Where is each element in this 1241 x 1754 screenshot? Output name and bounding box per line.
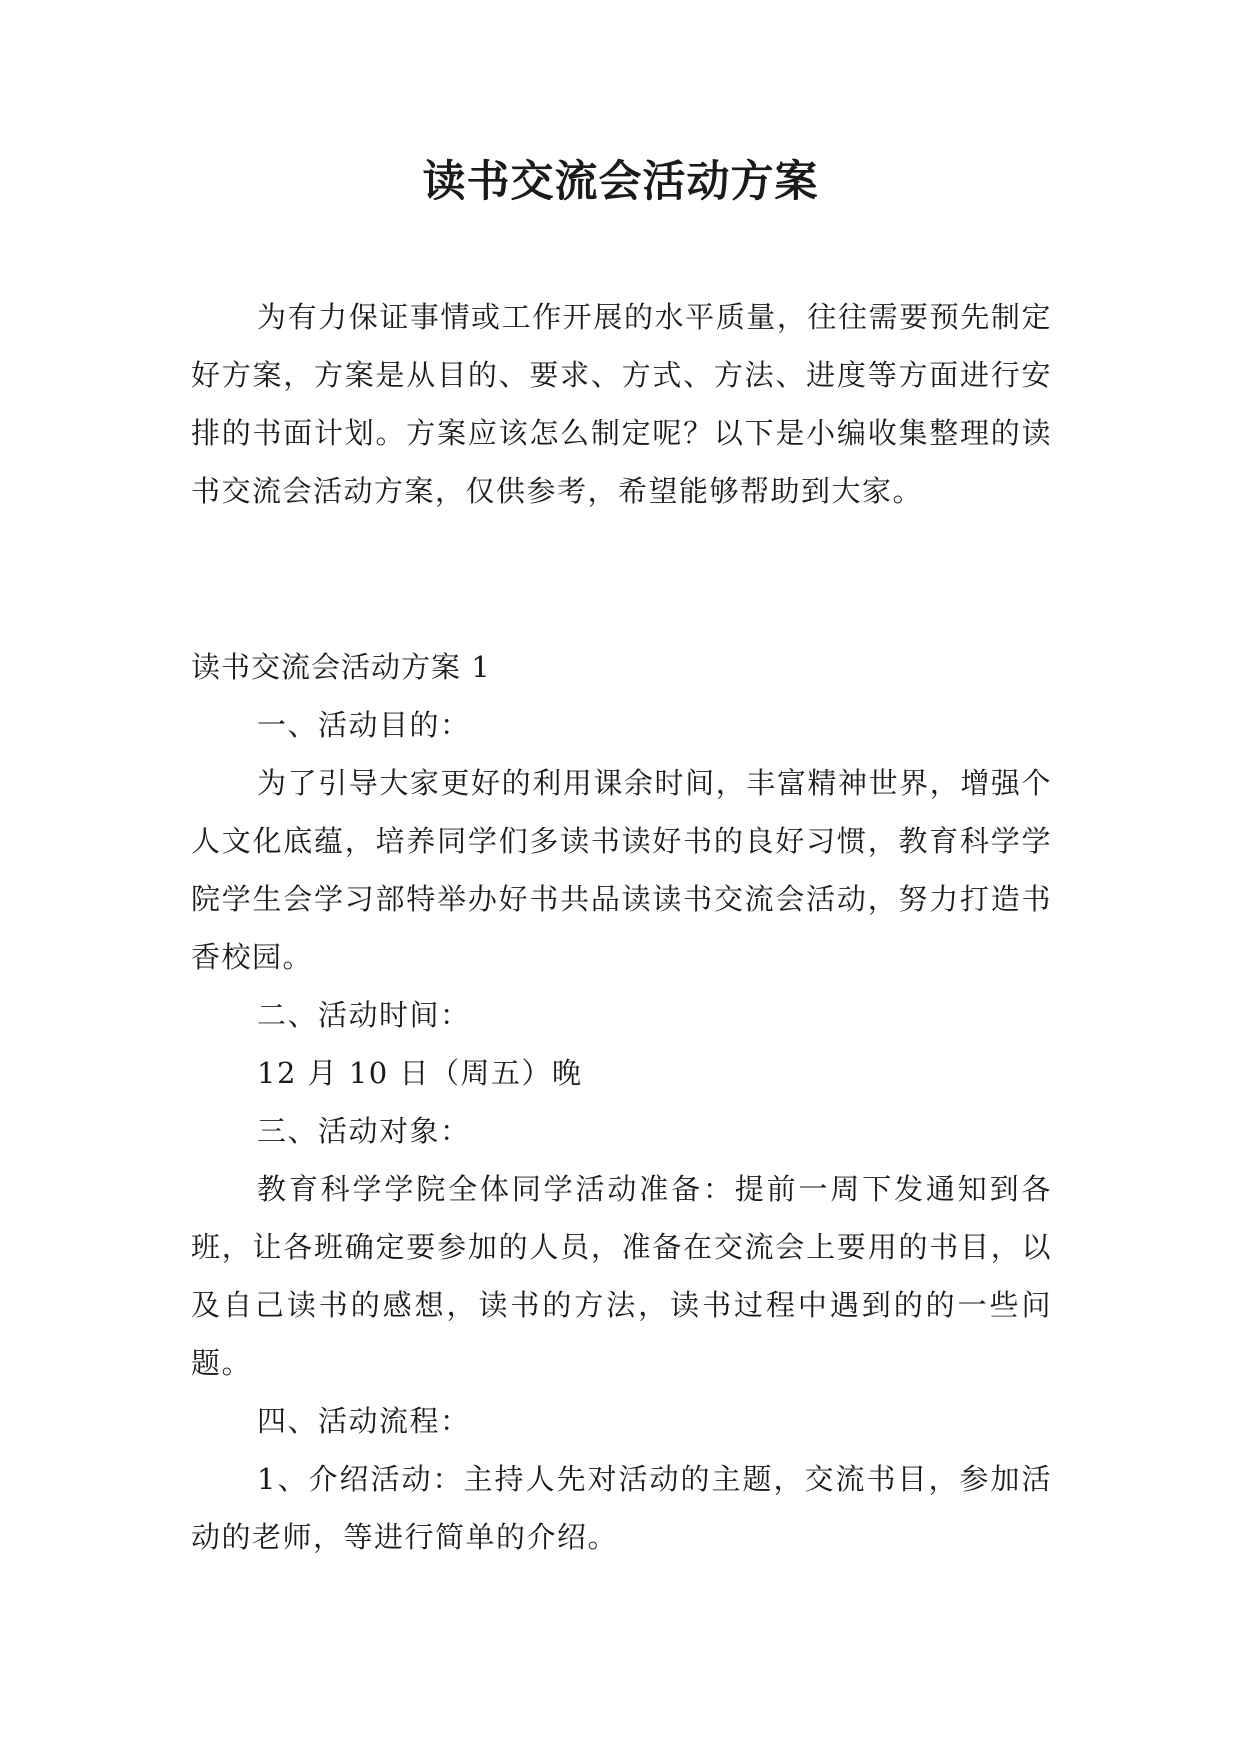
heading-purpose: 一、活动目的：	[257, 708, 471, 742]
paragraph-audience: 教育科学学院全体同学活动准备：提前一周下发通知到各班，让各班确定要参加的人员，准备在交流会上要用的书目，以及自己读书的感想，读书的方法，读书过程中遇到的的一些问题。	[191, 1172, 1052, 1380]
paragraph-purpose: 为了引导大家更好的利用课余时间，丰富精神世界，增强个人文化底蕴，培养同学们多读书读好书的良好习惯，教育科学学院学生会学习部特举办好书共品读读书交流会活动，努力打造书香校园。	[191, 766, 1052, 974]
heading-time: 二、活动时间：	[257, 998, 471, 1032]
heading-process: 四、活动流程：	[257, 1404, 471, 1438]
section-title: 读书交流会活动方案 1	[191, 650, 491, 684]
paragraph-time: 12 月 10 日（周五）晚	[257, 1056, 583, 1090]
document-title: 读书交流会活动方案	[422, 157, 819, 207]
intro-paragraph: 为有力保证事情或工作开展的水平质量，往往需要预先制定好方案，方案是从目的、要求、方式、方法、进度等方面进行安排的书面计划。方案应该怎么制定呢？以下是小编收集整理的读书交流会活动方案，仅供参考，希望能够帮助到大家。	[191, 300, 1052, 508]
paragraph-process: 1、介绍活动：主持人先对活动的主题，交流书目，参加活动的老师，等进行简单的介绍。	[191, 1462, 1052, 1554]
heading-audience: 三、活动对象：	[257, 1114, 471, 1148]
